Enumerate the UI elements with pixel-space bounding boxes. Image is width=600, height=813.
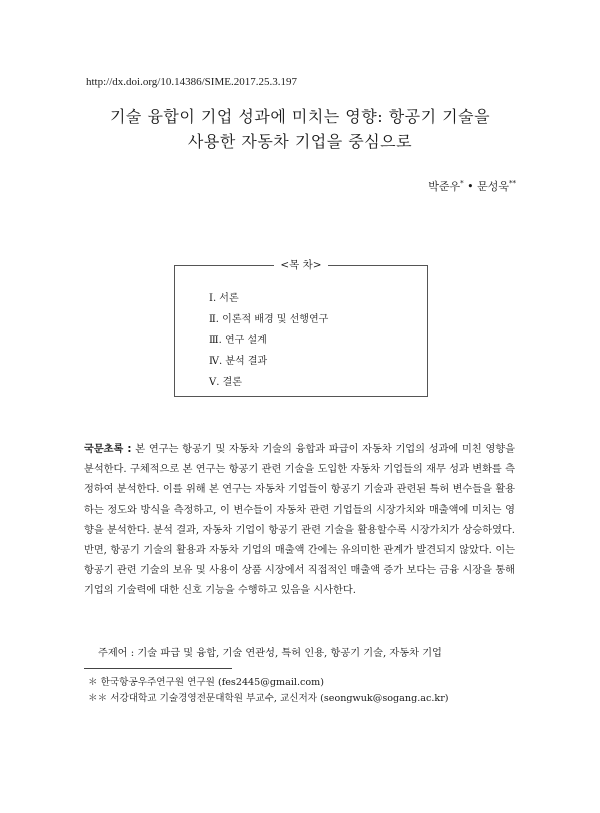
abstract-text: 본 연구는 항공기 및 자동차 기술의 융합과 파급이 자동차 기업의 성과에 미친 영향을 분석한다. 구체적으로 본 연구는 항공기 관련 기술을 도입한 자동차 기업들의 재무 성과 변화를 측정하여 분석한다. 이를 위해 본 연구는 자동차 기업들이 항공기 기술과 관련된 특허 변수들을 활용하는 정도와 방식을 측정하고, 이 변수들이 자동차 관련 기업들의 시장가치와 매출액에 미치는 영향을 분석한다. 분석 결과, 자동차 기업이 항공기 관련 기술을 활용할수록 시장가치가 상승하였다. 반면, 항공기 기술의 활용과 자동차 기업의 매출액 간에는 유의미한 관계가 발견되지 않았다. 이는 항공기 관련 기술의 보유 및 사용이 상품 시장에서 직접적인 매출액 증가 보다는 금융 시장을 통해 기업의 기술력에 대한 신호 기능을 수행하고 있음을 시사한다. [84, 444, 515, 597]
footnote-divider [84, 668, 232, 669]
paper-title [40, 104, 560, 154]
footnote-2: ＊＊ 서강대학교 기술경영전문대학원 부교수, 교신저자 (seongwuk@sogang.ac.kr) [88, 693, 449, 704]
author-line [428, 178, 516, 194]
abstract-label: 국문초록 : [84, 444, 132, 455]
toc-item: Ⅱ. 이론적 배경 및 선행연구 [209, 314, 329, 325]
toc-item: Ⅲ. 연구 설계 [209, 335, 267, 346]
author-1: 박준우 [428, 180, 461, 193]
footnote-1: ＊ 한국항공우주연구원 연구원 (fes2445@gmail.com) [88, 677, 324, 688]
table-of-contents [174, 259, 428, 397]
author-2: 문성욱 [477, 180, 509, 193]
toc-title: <목 차> [274, 259, 327, 271]
toc-list [209, 288, 328, 393]
doi-link[interactable]: http://dx.doi.org/10.14386/SIME.2017.25.3.197 [86, 76, 297, 88]
keywords: 주제어 : 기술 파급 및 융합, 기술 연관성, 특허 인용, 항공기 기술, 자동차 기업 [98, 648, 442, 659]
toc-item: Ⅴ. 결론 [209, 377, 242, 388]
toc-item: Ⅰ. 서론 [209, 293, 239, 304]
korean-abstract [84, 440, 515, 602]
author-1-mark: * [460, 179, 464, 188]
title-line-1: 기술 융합이 기업 성과에 미치는 영향: 항공기 기술을 [109, 107, 491, 126]
toc-item: Ⅳ. 분석 결과 [209, 356, 268, 367]
author-separator: • [463, 180, 478, 193]
author-2-mark: ** [509, 179, 516, 188]
title-line-2: 사용한 자동차 기업을 중심으로 [187, 132, 413, 151]
